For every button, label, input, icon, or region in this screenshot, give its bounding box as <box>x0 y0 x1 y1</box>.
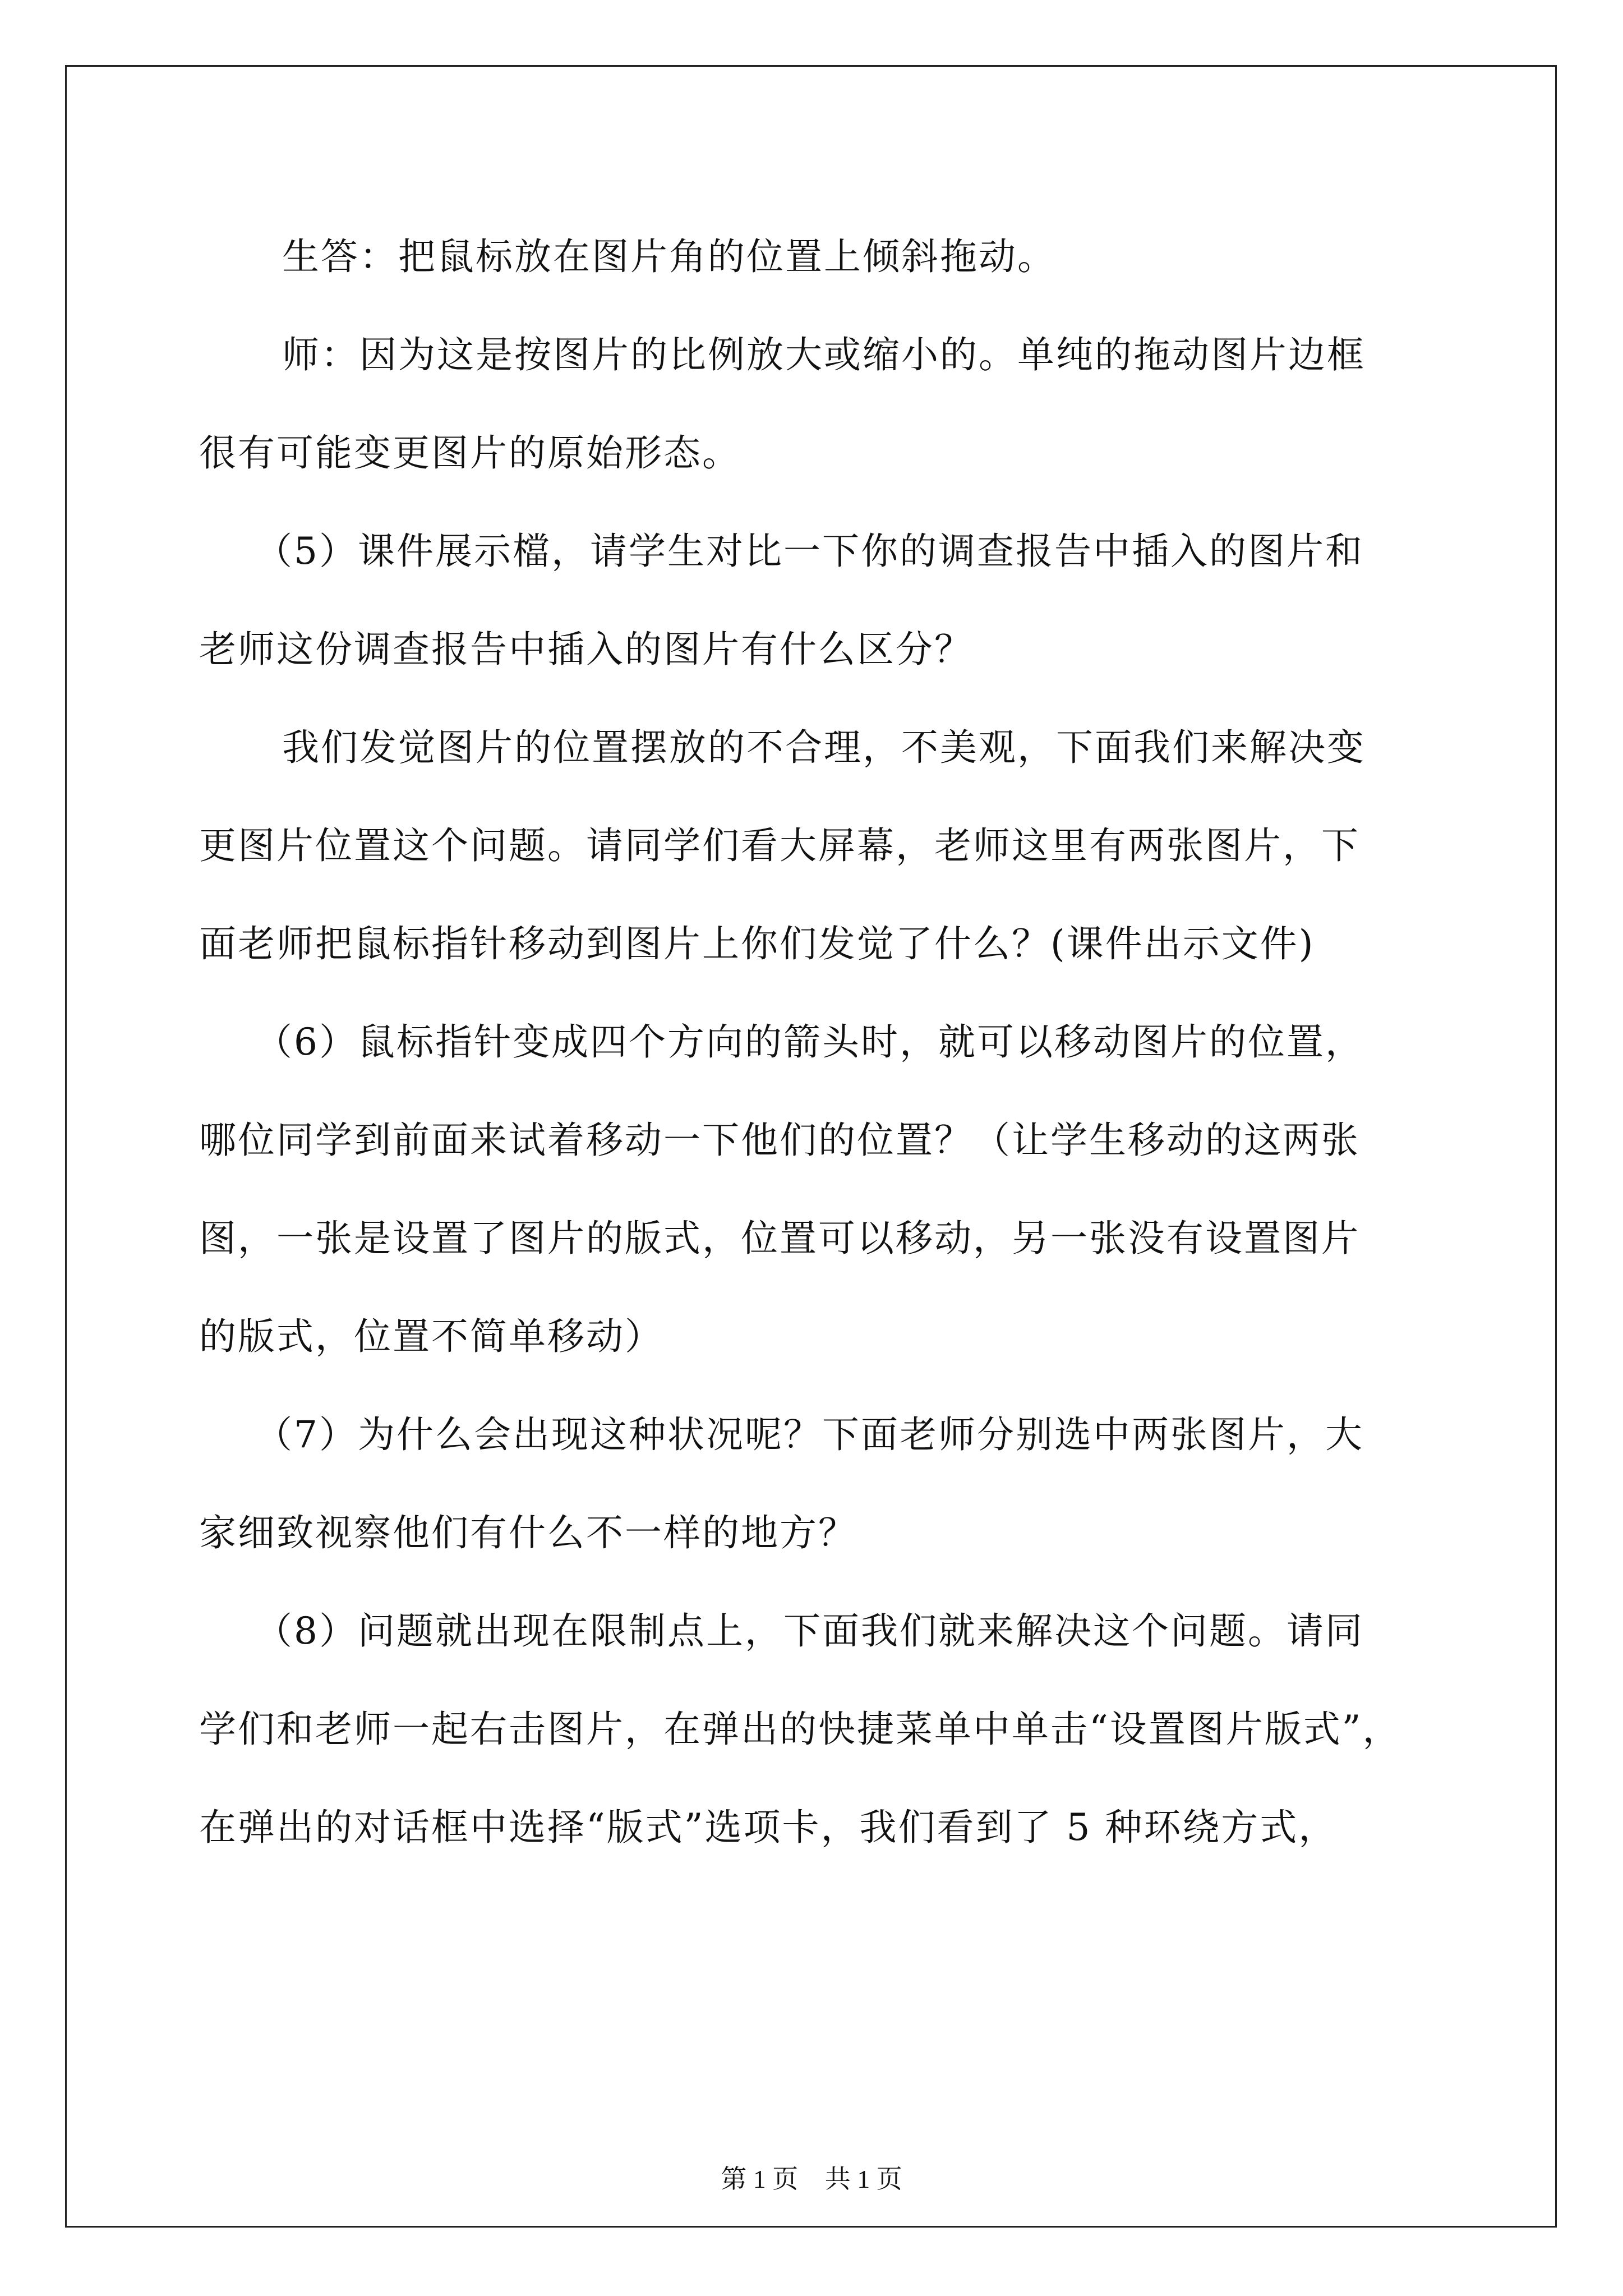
document-body <box>199 208 1478 1876</box>
paragraph-line: 的版式，位置不简单移动） <box>199 1315 663 1358</box>
paragraph-line: 在弹出的对话框中选择“版式”选项卡，我们看到了 5 种环绕方式， <box>199 1806 1338 1849</box>
page-number: 第 1 页 <box>721 2165 799 2193</box>
paragraph-line: （5）课件展示檔，请学生对比一下你的调查报告中插入的图片和 <box>255 530 1364 573</box>
page-total: 共 1 页 <box>824 2165 902 2193</box>
paragraph-line: （8）问题就出现在限制点上，下面我们就来解决这个问题。请同 <box>255 1609 1364 1653</box>
paragraph-line: 家细致视察他们有什么不一样的地方？ <box>199 1511 857 1554</box>
paragraph-line: （6）鼠标指针变成四个方向的箭头时，就可以移动图片的位置， <box>255 1020 1364 1064</box>
paragraph-line: 哪位同学到前面来试着移动一下他们的位置？（让学生移动的这两张 <box>199 1119 1360 1162</box>
paragraph-line: 生答：把鼠标放在图片角的位置上倾斜拖动。 <box>282 235 1056 278</box>
paragraph-line: 老师这份调查报告中插入的图片有什么区分？ <box>199 628 973 671</box>
paragraph-line: 学们和老师一起右击图片，在弹出的快捷菜单中单击“设置图片版式”， <box>199 1708 1401 1751</box>
paragraph-line: 很有可能变更图片的原始形态。 <box>199 431 741 475</box>
paragraph-line: 面老师把鼠标指针移动到图片上你们发觉了什么？(课件出示文件) <box>199 922 1315 965</box>
paragraph-line: 更图片位置这个问题。请同学们看大屏幕，老师这里有两张图片，下 <box>199 824 1360 867</box>
paragraph-line: 图，一张是设置了图片的版式，位置可以移动，另一张没有设置图片 <box>199 1217 1360 1260</box>
paragraph-line: （7）为什么会出现这种状况呢？下面老师分别选中两张图片，大 <box>255 1413 1364 1456</box>
paragraph-line: 师：因为这是按图片的比例放大或缩小的。单纯的拖动图片边框 <box>282 333 1366 376</box>
paragraph-line: 我们发觉图片的位置摆放的不合理，不美观，下面我们来解决变 <box>282 726 1366 769</box>
page-footer <box>0 2162 1623 2196</box>
